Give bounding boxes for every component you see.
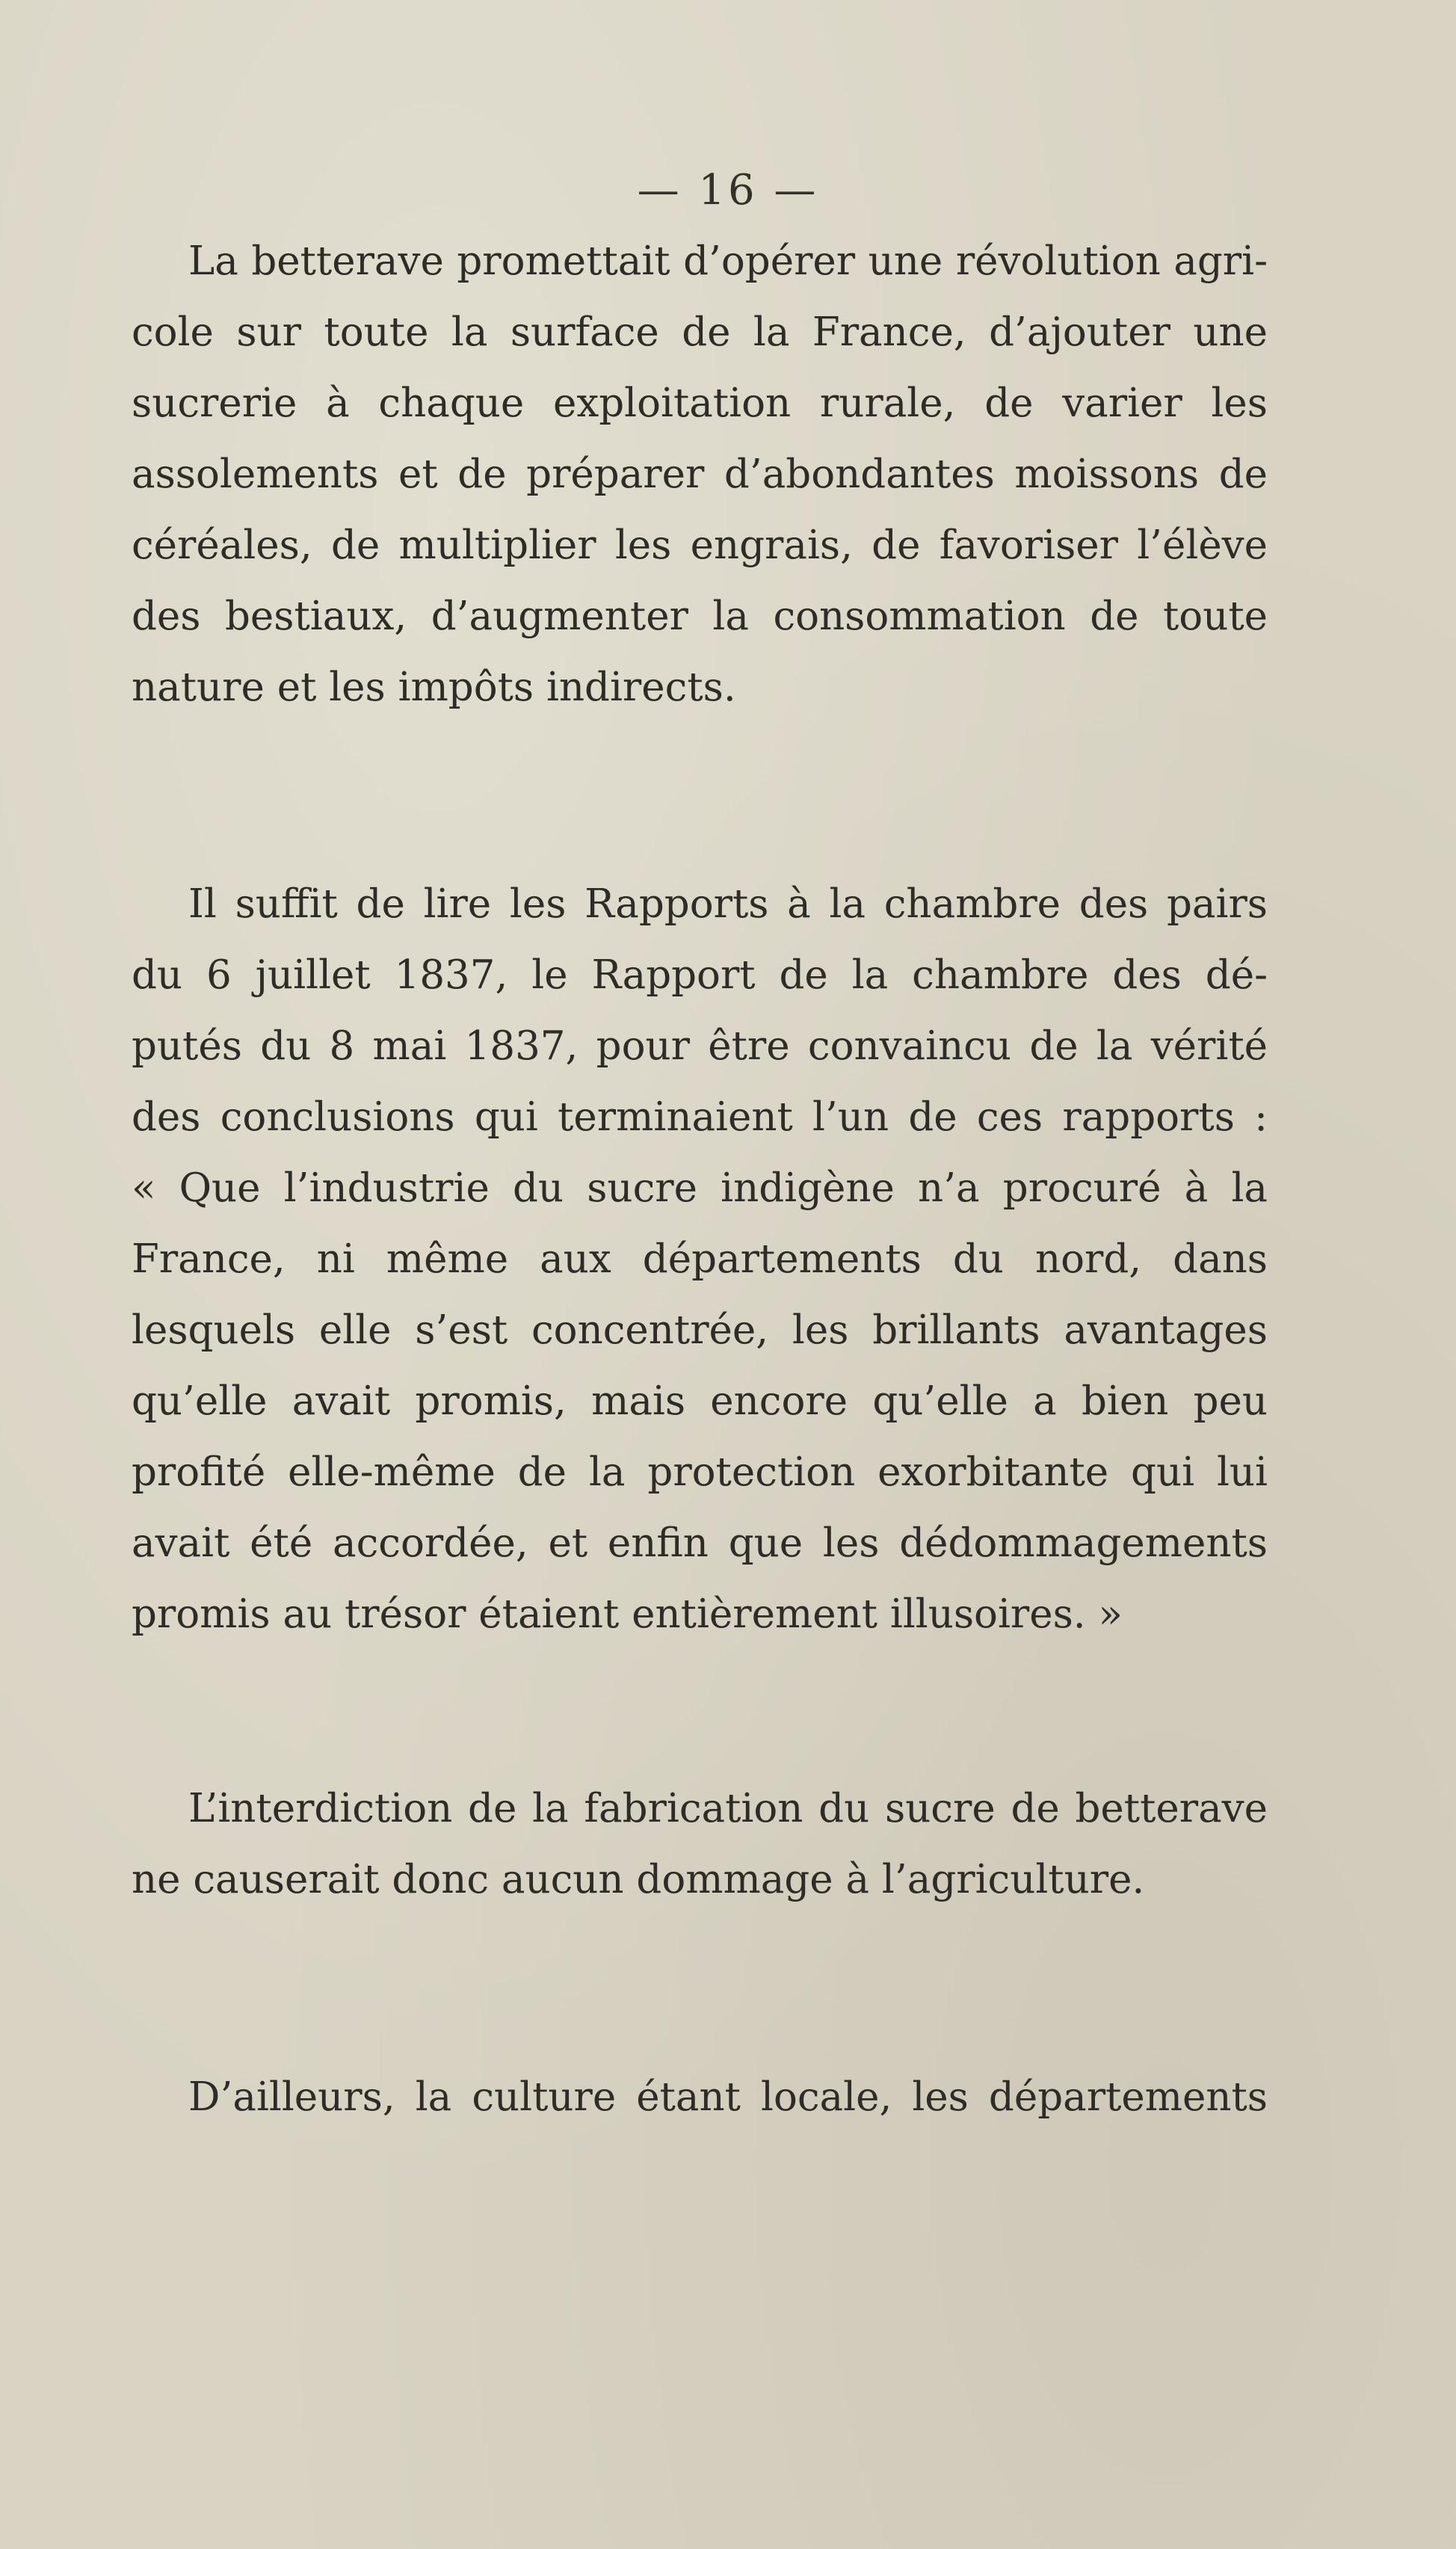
text-line: putés du 8 mai 1837, pour être convaincu de la vérité xyxy=(132,1023,1268,1069)
text-line: La betterave promettait d’opérer une révolution agri- xyxy=(188,238,1268,284)
text-line: « Que l’industrie du sucre indigène n’a procuré à la xyxy=(132,1165,1268,1211)
text-line: profité elle-même de la protection exorbitante qui lui xyxy=(132,1449,1268,1495)
text-line: L’interdiction de la fabrication du sucre de betterave xyxy=(188,1786,1268,1831)
paragraph-4 xyxy=(132,2062,1268,2133)
text-line: lesquels elle s’est concentrée, les brillants avantages xyxy=(132,1307,1268,1353)
text-line: Il suffit de lire les Rapports à la chambre des pairs xyxy=(188,881,1268,927)
text-line: assolements et de préparer d’abondantes moissons de xyxy=(132,451,1268,497)
text-line: du 6 juillet 1837, le Rapport de la chambre des dé- xyxy=(132,952,1268,998)
text-line: D’ailleurs, la culture étant locale, les départements xyxy=(188,2074,1268,2120)
text-line: des conclusions qui terminaient l’un de ces rapports : xyxy=(132,1094,1268,1140)
paragraph-1 xyxy=(132,226,1268,723)
text-line: France, ni même aux départements du nord, dans xyxy=(132,1236,1268,1282)
text-line: ne causerait donc aucun dommage à l’agriculture. xyxy=(132,1857,1145,1902)
page-number: — 16 — xyxy=(637,166,819,215)
paragraph-3 xyxy=(132,1773,1268,1915)
text-line: céréales, de multiplier les engrais, de favoriser l’élève xyxy=(132,523,1268,568)
text-line: cole sur toute la surface de la France, d’ajouter une xyxy=(132,309,1268,355)
text-line: avait été accordée, et enfin que les dédommagements xyxy=(132,1520,1268,1566)
paragraph-2 xyxy=(132,869,1268,1650)
text-line: promis au trésor étaient entièrement illusoires. » xyxy=(132,1591,1123,1637)
text-line: qu’elle avait promis, mais encore qu’elle a bien peu xyxy=(132,1378,1268,1424)
text-line: sucrerie à chaque exploitation rurale, de varier les xyxy=(132,380,1268,426)
text-line: des bestiaux, d’augmenter la consommation de toute xyxy=(132,594,1268,639)
text-line: nature et les impôts indirects. xyxy=(132,665,736,710)
